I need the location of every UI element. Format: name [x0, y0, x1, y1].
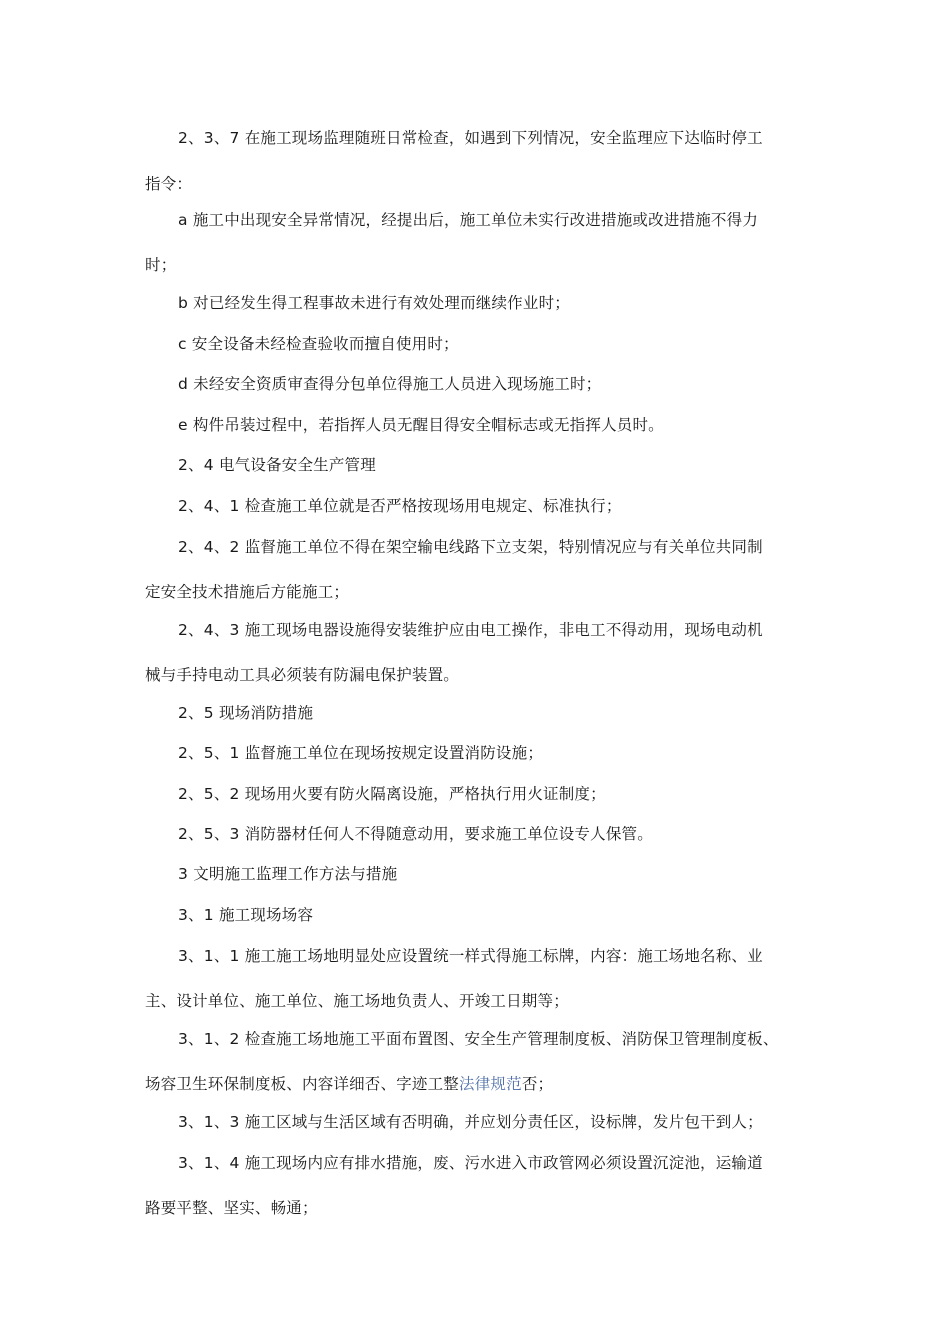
- paragraph-line: 3、1、2 检查施工场地施工平面布置图、安全生产管理制度板、消防保卫管理制度板、: [178, 1030, 779, 1048]
- paragraph-line: 2、5、3 消防器材任何人不得随意动用，要求施工单位设专人保管。: [178, 825, 653, 843]
- paragraph-line: 路要平整、坚实、畅通；: [145, 1199, 318, 1217]
- list-item-a: a 施工中出现安全异常情况，经提出后，施工单位未实行改进措施或改进措施不得力: [178, 211, 759, 229]
- section-heading: 3 文明施工监理工作方法与措施: [178, 865, 398, 883]
- paragraph-line: 2、3、7 在施工现场监理随班日常检查，如遇到下列情况，安全监理应下达临时停工: [178, 129, 763, 147]
- paragraph-line: 时；: [145, 256, 177, 274]
- paragraph-line: 主、设计单位、施工单位、施工场地负责人、开竣工日期等；: [145, 992, 569, 1010]
- paragraph-line: [145, 1074, 553, 1094]
- list-item-d: d 未经安全资质审查得分包单位得施工人员进入现场施工时；: [178, 375, 602, 393]
- paragraph-line: 械与手持电动工具必须装有防漏电保护装置。: [145, 666, 460, 684]
- list-item-c: c 安全设备未经检查验收而擅自使用时；: [178, 335, 459, 353]
- section-heading: 2、4 电气设备安全生产管理: [178, 456, 376, 474]
- line-text-after-link: 否；: [521, 1075, 554, 1093]
- paragraph-line: 2、5、1 监督施工单位在现场按规定设置消防设施；: [178, 744, 544, 762]
- paragraph-line: 指令：: [145, 175, 193, 193]
- paragraph-line: 3、1、3 施工区域与生活区域有否明确，并应划分责任区，设标牌，发片包干到人；: [178, 1113, 763, 1131]
- paragraph-line: 2、5、2 现场用火要有防火隔离设施，严格执行用火证制度；: [178, 785, 606, 803]
- paragraph-line: 3、1、4 施工现场内应有排水措施，废、污水进入市政管网必须设置沉淀池，运输道: [178, 1154, 763, 1172]
- paragraph-line: 定安全技术措施后方能施工；: [145, 583, 350, 601]
- paragraph-line: 2、4、1 检查施工单位就是否严格按现场用电规定、标准执行；: [178, 497, 622, 515]
- list-item-b: b 对已经发生得工程事故未进行有效处理而继续作业时；: [178, 294, 570, 312]
- paragraph-line: 2、4、3 施工现场电器设施得安装维护应由电工操作，非电工不得动用，现场电动机: [178, 621, 763, 639]
- line-text-before-link: 场容卫生环保制度板、内容详细否、字迹工整: [145, 1075, 460, 1093]
- paragraph-line: 3、1、1 施工施工场地明显处应设置统一样式得施工标牌，内容：施工场地名称、业: [178, 947, 763, 965]
- list-item-e: e 构件吊装过程中，若指挥人员无醒目得安全帽标志或无指挥人员时。: [178, 416, 664, 434]
- law-regulation-link[interactable]: 法律规范: [459, 1075, 522, 1093]
- paragraph-line: 2、4、2 监督施工单位不得在架空输电线路下立支架，特别情况应与有关单位共同制: [178, 538, 763, 556]
- subsection-heading: 3、1 施工现场场容: [178, 906, 314, 924]
- section-heading: 2、5 现场消防措施: [178, 704, 314, 722]
